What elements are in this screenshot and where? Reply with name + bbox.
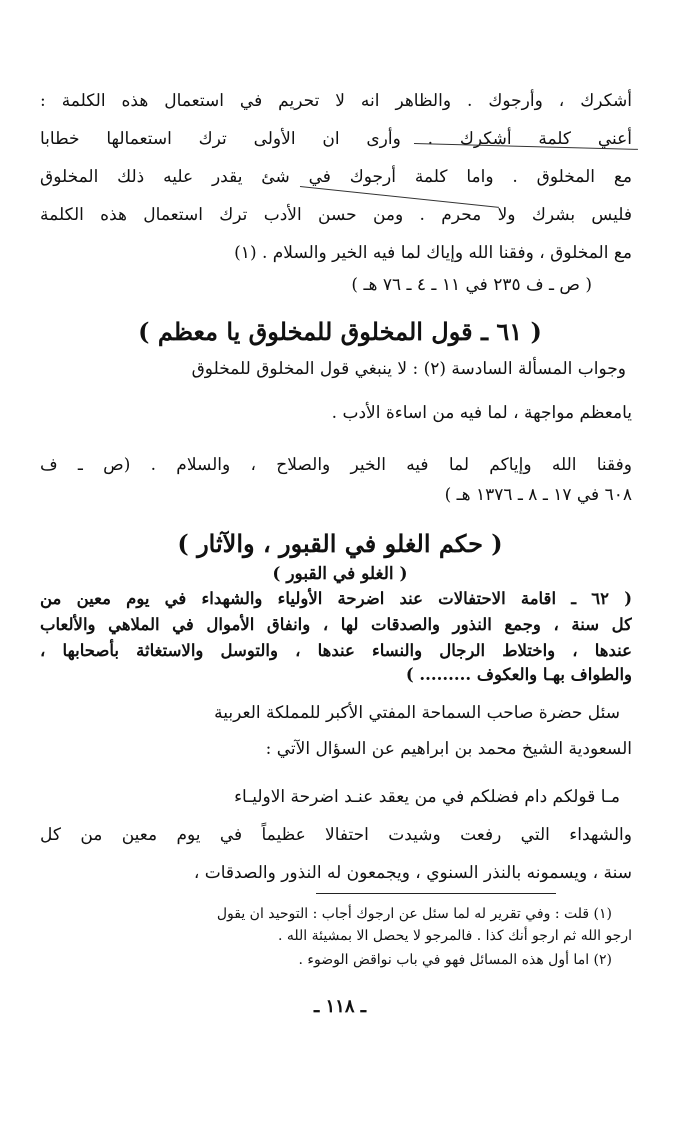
question-62-line-2: كل سنة ، وجمع النذور والصدقات لها ، وانفاق الأموال في الملاهي والألعاب [40,615,632,634]
footnote-1-line-2: ارجو الله ثم ارجو أنك كذا . فالمرجو لا يحصل الا بمشيئة الله . [277,928,632,944]
section-61-line-2: يامعظم مواجهة ، لما فيه من اساءة الأدب . [331,403,632,423]
body-line-2: السعودية الشيخ محمد بن ابراهيم عن السؤال الآتي : [265,739,632,759]
intro-reference: ( ص ـ ف ٢٣٥ في ١١ ـ ٤ ـ ٧٦ هـ ) [351,275,592,295]
body-line-1: سئل حضرة صاحب السماحة المفتي الأكبر للمملكة العربية [214,703,620,723]
intro-line-5: مع المخلوق ، وفقنا الله وإياك لما فيه الخير والسلام . (١) [234,243,632,263]
body-line-5: سنة ، ويسمونه بالنذر السنوي ، ويجمعون له النذور والصدقات ، [193,863,632,883]
footnote-separator [316,893,556,894]
section-61-line-1: وجواب المسألة السادسة (٢) : لا ينبغي قول المخلوق للمخلوق [191,359,626,379]
section-61-reference: ٦٠٨ في ١٧ ـ ٨ ـ ١٣٧٦ هـ ) [444,485,632,505]
section-61-heading: ( ٦١ ـ قول المخلوق للمخلوق يا معظم ) [138,317,542,346]
question-62-line-1: ( ٦٢ ـ اقامة الاحتفالات عند اضرحة الأولياء والشهداء في يوم معين من [40,589,632,608]
footnote-2: (٢) اما أول هذه المسائل فهو في باب نواقض الوضوء . [298,952,612,968]
intro-line-3: مع المخلوق . واما كلمة أرجوك في شئ يقدر عليه ذلك المخلوق [40,167,632,187]
body-line-3: مـا قولكم دام فضلكم في من يعقد عنـد اضرحة الاوليـاء [234,787,620,807]
intro-line-2: أعني كلمة أشكرك . وأرى ان الأولى ترك استعمالها خطابا [40,129,632,149]
intro-line-4: فليس بشرك ولا محرم . ومن حسن الأدب ترك استعمال هذه الكلمة [40,205,632,225]
footnote-1-line-1: (١) قلت : وفي تقرير له لما سئل عن ارجوك أجاب : التوحيد ان يقول [216,906,612,922]
body-line-4: والشهداء التي رفعت وشيدت احتفالا عظيماً في يوم معين من كل [40,825,632,845]
question-62-line-3: عندها ، واختلاط الرجال والنساء عندها ، والتوسل والاستغاثة بأصحابها ، [40,641,632,660]
section-61-line-3: وفقنا الله وإياكم لما فيه الخير والصلاح ، والسلام . (ص ـ ف [40,455,632,475]
page-number: ـ ١١٨ ـ [313,996,367,1017]
section-graves-heading: ( حكم الغلو في القبور ، والآثار ) [177,529,503,558]
section-graves-subheading: ( الغلو في القبور ) [272,564,408,584]
intro-line-1: أشكرك ، وأرجوك . والظاهر انه لا تحريم في استعمال هذه الكلمة : [40,91,632,111]
question-62-line-4: والطواف بهـا والعكوف ......... ) [405,665,632,684]
